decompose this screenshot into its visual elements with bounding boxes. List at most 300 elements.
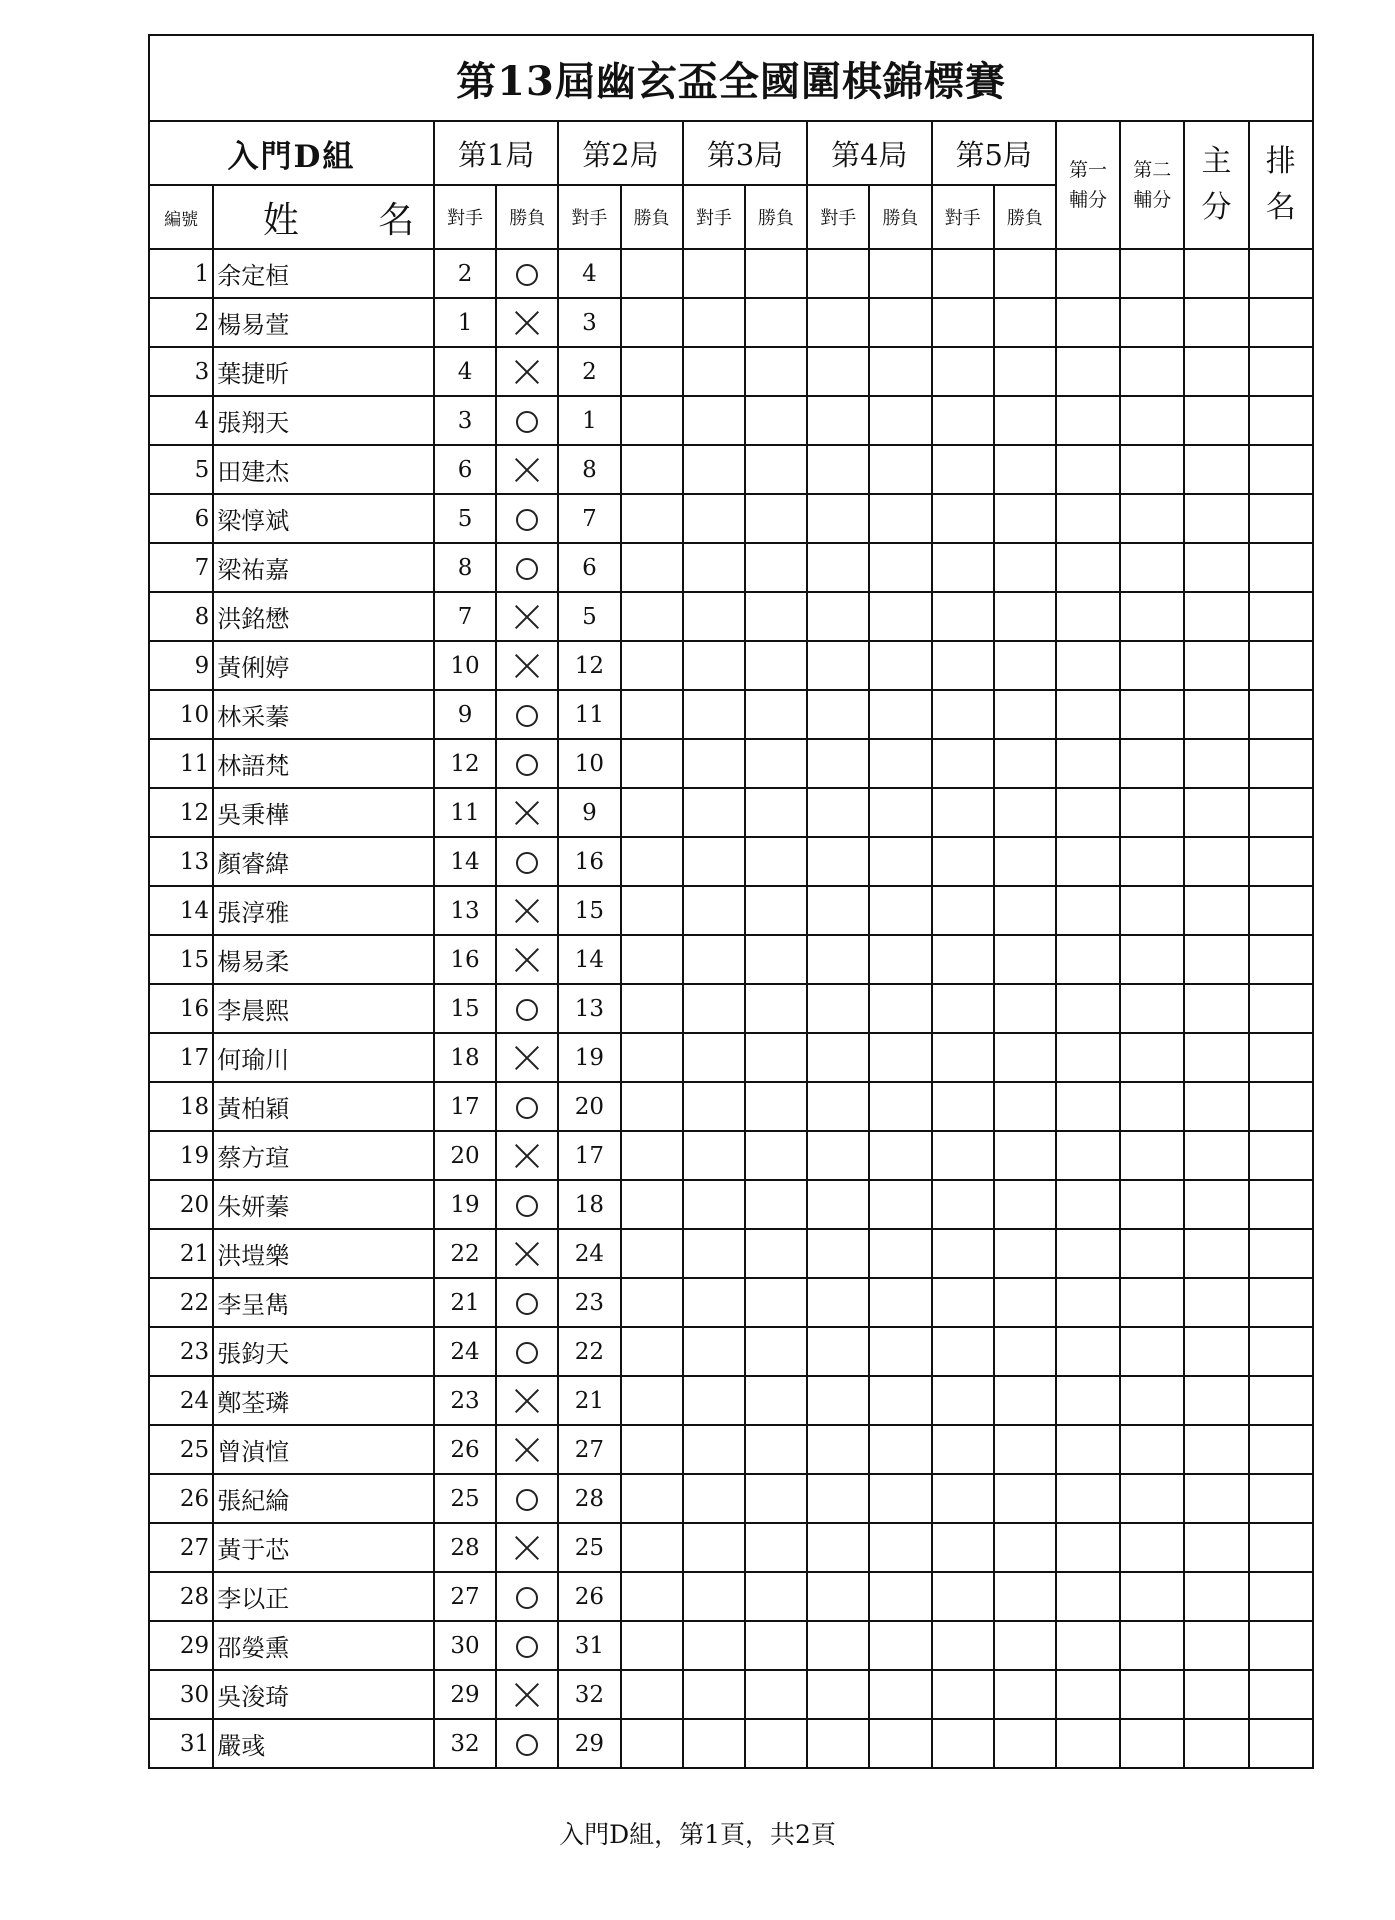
table-row [149, 592, 1313, 641]
player-name: 曾湞愃 [213, 1425, 434, 1474]
round-2-opponent: 28 [558, 1474, 620, 1523]
round-5-opponent-header: 對手 [932, 185, 994, 249]
aux-score-2-cell [1120, 1033, 1184, 1082]
rank-cell [1249, 494, 1313, 543]
round-2-result [621, 396, 683, 445]
round-2-opponent: 29 [558, 1719, 620, 1768]
round-1-result [496, 1278, 558, 1327]
round-2-result [621, 1229, 683, 1278]
win-circle-icon [516, 1587, 538, 1609]
round-3-result [745, 788, 807, 837]
round-4-result [869, 1229, 931, 1278]
round-1-result [496, 1082, 558, 1131]
aux-score-1-cell [1056, 935, 1120, 984]
round-2-opponent: 26 [558, 1572, 620, 1621]
round-4-result [869, 886, 931, 935]
round-2-opponent: 16 [558, 837, 620, 886]
round-5-opponent [932, 445, 994, 494]
player-number: 18 [149, 1082, 213, 1131]
round-2-opponent: 27 [558, 1425, 620, 1474]
round-2-result [621, 1278, 683, 1327]
round-4-opponent [807, 249, 869, 298]
round-5-opponent [932, 1523, 994, 1572]
round-4-result [869, 1327, 931, 1376]
round-4-result [869, 984, 931, 1033]
aux-score-1-cell [1056, 347, 1120, 396]
round-1-opponent: 8 [434, 543, 496, 592]
table-row [149, 1131, 1313, 1180]
table-row [149, 984, 1313, 1033]
round-2-opponent: 25 [558, 1523, 620, 1572]
win-circle-icon [516, 705, 538, 727]
table-row [149, 1572, 1313, 1621]
round-5-result [994, 641, 1056, 690]
round-5-result [994, 1131, 1056, 1180]
round-3-opponent [683, 1523, 745, 1572]
aux-score-1-cell [1056, 886, 1120, 935]
rank-cell [1249, 886, 1313, 935]
aux-score-2-cell [1120, 1376, 1184, 1425]
round-1-opponent: 26 [434, 1425, 496, 1474]
aux-score-2-cell [1120, 494, 1184, 543]
round-5-opponent [932, 1719, 994, 1768]
table-row [149, 837, 1313, 886]
round-5-opponent [932, 592, 994, 641]
round-2-result [621, 249, 683, 298]
aux-score-1-cell [1056, 984, 1120, 1033]
round-3-opponent [683, 739, 745, 788]
round-4-opponent [807, 494, 869, 543]
round-1-result [496, 739, 558, 788]
round-1-result [496, 1180, 558, 1229]
round-5-opponent [932, 1033, 994, 1082]
main-score-cell [1184, 1474, 1248, 1523]
player-number: 31 [149, 1719, 213, 1768]
main-score-cell [1184, 1180, 1248, 1229]
round-4-result [869, 641, 931, 690]
round-3-opponent [683, 886, 745, 935]
round-5-result [994, 1425, 1056, 1474]
round-3-opponent [683, 1719, 745, 1768]
round-3-opponent [683, 1670, 745, 1719]
round-2-opponent: 9 [558, 788, 620, 837]
loss-cross-icon [514, 359, 540, 385]
aux-score-1-cell [1056, 690, 1120, 739]
round-2-opponent: 17 [558, 1131, 620, 1180]
round-5-opponent [932, 788, 994, 837]
round-5-result [994, 347, 1056, 396]
round-2-result [621, 739, 683, 788]
round-4-opponent [807, 1621, 869, 1670]
table-row [149, 1229, 1313, 1278]
round-2-result [621, 788, 683, 837]
table-row [149, 1327, 1313, 1376]
round-5-result [994, 1180, 1056, 1229]
round-4-result [869, 1082, 931, 1131]
round-4-result [869, 1719, 931, 1768]
round-2-opponent: 15 [558, 886, 620, 935]
round-3-result [745, 445, 807, 494]
main-score-cell [1184, 396, 1248, 445]
round-5-result [994, 935, 1056, 984]
round-5-result [994, 1572, 1056, 1621]
round-2-result [621, 1719, 683, 1768]
tournament-title: 第13屆幽玄盃全國圍棋錦標賽 [149, 35, 1313, 121]
round-4-result [869, 1425, 931, 1474]
round-1-result [496, 1131, 558, 1180]
round-2-result [621, 1425, 683, 1474]
round-4-opponent [807, 1278, 869, 1327]
round-5-opponent [932, 886, 994, 935]
round-4-opponent [807, 1523, 869, 1572]
player-number: 27 [149, 1523, 213, 1572]
aux-score-1-cell [1056, 837, 1120, 886]
name-header: 姓 名 [213, 185, 434, 249]
aux-score-2-cell [1120, 886, 1184, 935]
round-1-result [496, 1425, 558, 1474]
round-1-opponent: 9 [434, 690, 496, 739]
table-row [149, 347, 1313, 396]
player-number: 19 [149, 1131, 213, 1180]
round-4-result [869, 1131, 931, 1180]
round-4-opponent [807, 739, 869, 788]
rank-cell [1249, 1327, 1313, 1376]
round-3-result [745, 543, 807, 592]
round-1-opponent: 2 [434, 249, 496, 298]
round-5-opponent [932, 1278, 994, 1327]
round-4-opponent [807, 1082, 869, 1131]
rank-cell [1249, 1131, 1313, 1180]
player-name: 張紀綸 [213, 1474, 434, 1523]
round-3-result [745, 1180, 807, 1229]
player-name: 楊易柔 [213, 935, 434, 984]
rank-cell [1249, 788, 1313, 837]
round-5-opponent [932, 396, 994, 445]
round-5-result [994, 396, 1056, 445]
round-4-opponent [807, 1719, 869, 1768]
win-circle-icon [516, 558, 538, 580]
round-5-opponent [932, 1327, 994, 1376]
loss-cross-icon [514, 1437, 540, 1463]
main-score-cell [1184, 494, 1248, 543]
rank-cell [1249, 1621, 1313, 1670]
rank-cell [1249, 396, 1313, 445]
win-circle-icon [516, 852, 538, 874]
round-1-opponent: 22 [434, 1229, 496, 1278]
round-5-opponent [932, 1131, 994, 1180]
player-number: 8 [149, 592, 213, 641]
aux-score-2-cell [1120, 1474, 1184, 1523]
round-5-opponent [932, 739, 994, 788]
player-name: 黃俐婷 [213, 641, 434, 690]
round-3-opponent [683, 347, 745, 396]
table-row [149, 543, 1313, 592]
round-3-result [745, 837, 807, 886]
round-5-opponent [932, 984, 994, 1033]
aux-score-1-header: 第一 輔分 [1056, 121, 1120, 249]
round-3-result [745, 1376, 807, 1425]
round-4-result [869, 1376, 931, 1425]
table-row [149, 1474, 1313, 1523]
player-name: 張翔天 [213, 396, 434, 445]
round-3-opponent [683, 1327, 745, 1376]
aux-score-2-cell [1120, 445, 1184, 494]
table-row [149, 739, 1313, 788]
round-1-opponent: 24 [434, 1327, 496, 1376]
loss-cross-icon [514, 1045, 540, 1071]
aux-score-1-cell [1056, 1229, 1120, 1278]
round-4-opponent [807, 1327, 869, 1376]
player-number: 5 [149, 445, 213, 494]
round-2-opponent: 10 [558, 739, 620, 788]
aux-score-2-cell [1120, 690, 1184, 739]
round-1-opponent: 28 [434, 1523, 496, 1572]
main-score-cell [1184, 984, 1248, 1033]
round-4-opponent [807, 592, 869, 641]
player-name: 李呈雋 [213, 1278, 434, 1327]
rank-cell [1249, 1572, 1313, 1621]
round-4-result [869, 396, 931, 445]
round-3-opponent [683, 1474, 745, 1523]
aux-score-1-cell [1056, 396, 1120, 445]
round-4-opponent [807, 1474, 869, 1523]
aux-score-2-cell [1120, 1670, 1184, 1719]
rank-cell [1249, 1474, 1313, 1523]
loss-cross-icon [514, 1388, 540, 1414]
aux-score-2-cell [1120, 739, 1184, 788]
round-3-result [745, 886, 807, 935]
table-row [149, 1376, 1313, 1425]
round-2-result [621, 641, 683, 690]
round-3-opponent [683, 1621, 745, 1670]
aux-score-2-cell [1120, 935, 1184, 984]
round-3-result [745, 1572, 807, 1621]
round-1-opponent: 23 [434, 1376, 496, 1425]
score-sheet-table [148, 34, 1314, 1769]
aux-score-2-cell [1120, 249, 1184, 298]
round-4-opponent [807, 1670, 869, 1719]
loss-cross-icon [514, 898, 540, 924]
main-score-cell [1184, 1425, 1248, 1474]
main-score-cell [1184, 837, 1248, 886]
round-1-result [496, 690, 558, 739]
round-4-result [869, 739, 931, 788]
player-number: 1 [149, 249, 213, 298]
round-1-opponent: 27 [434, 1572, 496, 1621]
round-1-result [496, 1719, 558, 1768]
round-2-result [621, 1082, 683, 1131]
round-2-opponent: 3 [558, 298, 620, 347]
player-name: 鄭荃璘 [213, 1376, 434, 1425]
round-4-result [869, 1474, 931, 1523]
round-1-result [496, 543, 558, 592]
round-3-opponent [683, 837, 745, 886]
player-number: 2 [149, 298, 213, 347]
round-4-opponent [807, 1229, 869, 1278]
player-number: 12 [149, 788, 213, 837]
round-4-opponent [807, 1131, 869, 1180]
round-2-opponent: 19 [558, 1033, 620, 1082]
player-number: 7 [149, 543, 213, 592]
table-row [149, 935, 1313, 984]
round-1-result [496, 641, 558, 690]
aux-score-2-cell [1120, 1621, 1184, 1670]
round-3-result [745, 1131, 807, 1180]
win-circle-icon [516, 1636, 538, 1658]
round-2-opponent: 8 [558, 445, 620, 494]
round-2-opponent: 32 [558, 1670, 620, 1719]
player-name: 何瑜川 [213, 1033, 434, 1082]
round-5-result [994, 1621, 1056, 1670]
win-circle-icon [516, 1293, 538, 1315]
round-2-result [621, 1474, 683, 1523]
round-3-result [745, 396, 807, 445]
round-1-opponent: 3 [434, 396, 496, 445]
round-5-opponent [932, 1670, 994, 1719]
win-circle-icon [516, 264, 538, 286]
aux-score-1-cell [1056, 1278, 1120, 1327]
round-1-result [496, 1523, 558, 1572]
player-number: 26 [149, 1474, 213, 1523]
aux-score-1-cell [1056, 445, 1120, 494]
player-name: 朱妍蓁 [213, 1180, 434, 1229]
round-1-result [496, 837, 558, 886]
loss-cross-icon [514, 604, 540, 630]
round-3-opponent [683, 396, 745, 445]
main-score-header: 主 分 [1184, 121, 1248, 249]
round-1-opponent: 11 [434, 788, 496, 837]
round-2-result [621, 1327, 683, 1376]
player-name: 葉捷昕 [213, 347, 434, 396]
round-4-result [869, 1621, 931, 1670]
aux-score-1-cell [1056, 543, 1120, 592]
player-number: 13 [149, 837, 213, 886]
round-1-result [496, 1621, 558, 1670]
round-3-opponent [683, 592, 745, 641]
main-score-cell [1184, 1719, 1248, 1768]
round-5-opponent [932, 1621, 994, 1670]
player-number: 3 [149, 347, 213, 396]
number-header: 編號 [149, 185, 213, 249]
round-4-result [869, 494, 931, 543]
win-circle-icon [516, 411, 538, 433]
loss-cross-icon [514, 1682, 540, 1708]
player-name: 楊易萱 [213, 298, 434, 347]
round-3-result [745, 1425, 807, 1474]
round-5-result [994, 543, 1056, 592]
rank-cell [1249, 641, 1313, 690]
round-3-opponent [683, 1572, 745, 1621]
round-2-opponent: 7 [558, 494, 620, 543]
rank-cell [1249, 837, 1313, 886]
round-1-opponent: 29 [434, 1670, 496, 1719]
aux-score-1-cell [1056, 592, 1120, 641]
round-4-result [869, 1278, 931, 1327]
round-4-result [869, 298, 931, 347]
player-number: 24 [149, 1376, 213, 1425]
player-name: 梁惇斌 [213, 494, 434, 543]
round-3-result [745, 739, 807, 788]
round-3-opponent-header: 對手 [683, 185, 745, 249]
rank-cell [1249, 1229, 1313, 1278]
aux-score-1-cell [1056, 1719, 1120, 1768]
round-4-result [869, 690, 931, 739]
rank-header: 排 名 [1249, 121, 1313, 249]
rank-cell [1249, 984, 1313, 1033]
player-number: 25 [149, 1425, 213, 1474]
aux-score-1-cell [1056, 298, 1120, 347]
table-row [149, 1180, 1313, 1229]
round-5-result [994, 1229, 1056, 1278]
player-name: 顏睿緯 [213, 837, 434, 886]
player-number: 29 [149, 1621, 213, 1670]
round-1-header: 第1局 [434, 121, 558, 185]
round-2-opponent: 5 [558, 592, 620, 641]
aux-score-1-cell [1056, 1033, 1120, 1082]
round-1-result [496, 1327, 558, 1376]
round-3-opponent [683, 543, 745, 592]
round-1-result [496, 396, 558, 445]
round-2-result [621, 1376, 683, 1425]
aux-score-2-cell [1120, 347, 1184, 396]
aux-score-1-cell [1056, 1572, 1120, 1621]
main-score-cell [1184, 1621, 1248, 1670]
round-2-opponent: 1 [558, 396, 620, 445]
aux-score-2-cell [1120, 1229, 1184, 1278]
win-circle-icon [516, 1342, 538, 1364]
round-5-result [994, 788, 1056, 837]
player-name: 邵嫈熏 [213, 1621, 434, 1670]
player-number: 23 [149, 1327, 213, 1376]
round-2-result [621, 1572, 683, 1621]
rank-cell [1249, 445, 1313, 494]
round-3-opponent [683, 690, 745, 739]
player-name: 黃柏穎 [213, 1082, 434, 1131]
round-3-result [745, 1523, 807, 1572]
table-row [149, 1033, 1313, 1082]
main-score-cell [1184, 592, 1248, 641]
player-number: 16 [149, 984, 213, 1033]
main-score-cell [1184, 1523, 1248, 1572]
round-4-opponent [807, 1425, 869, 1474]
win-circle-icon [516, 1489, 538, 1511]
round-5-opponent [932, 690, 994, 739]
round-4-result-header: 勝負 [869, 185, 931, 249]
table-row [149, 249, 1313, 298]
round-4-opponent [807, 690, 869, 739]
round-4-result [869, 788, 931, 837]
player-number: 4 [149, 396, 213, 445]
win-circle-icon [516, 1195, 538, 1217]
main-score-cell [1184, 788, 1248, 837]
round-3-opponent [683, 445, 745, 494]
aux-score-2-cell [1120, 837, 1184, 886]
round-1-result [496, 347, 558, 396]
rank-cell [1249, 249, 1313, 298]
round-1-result [496, 1033, 558, 1082]
round-1-opponent: 10 [434, 641, 496, 690]
player-name: 蔡方瑄 [213, 1131, 434, 1180]
player-number: 17 [149, 1033, 213, 1082]
aux-score-1-cell [1056, 249, 1120, 298]
player-name: 林語梵 [213, 739, 434, 788]
group-label: 入門D組 [149, 121, 434, 185]
main-score-cell [1184, 543, 1248, 592]
round-3-opponent [683, 1425, 745, 1474]
aux-score-2-cell [1120, 641, 1184, 690]
aux-score-1-cell [1056, 494, 1120, 543]
main-score-cell [1184, 641, 1248, 690]
